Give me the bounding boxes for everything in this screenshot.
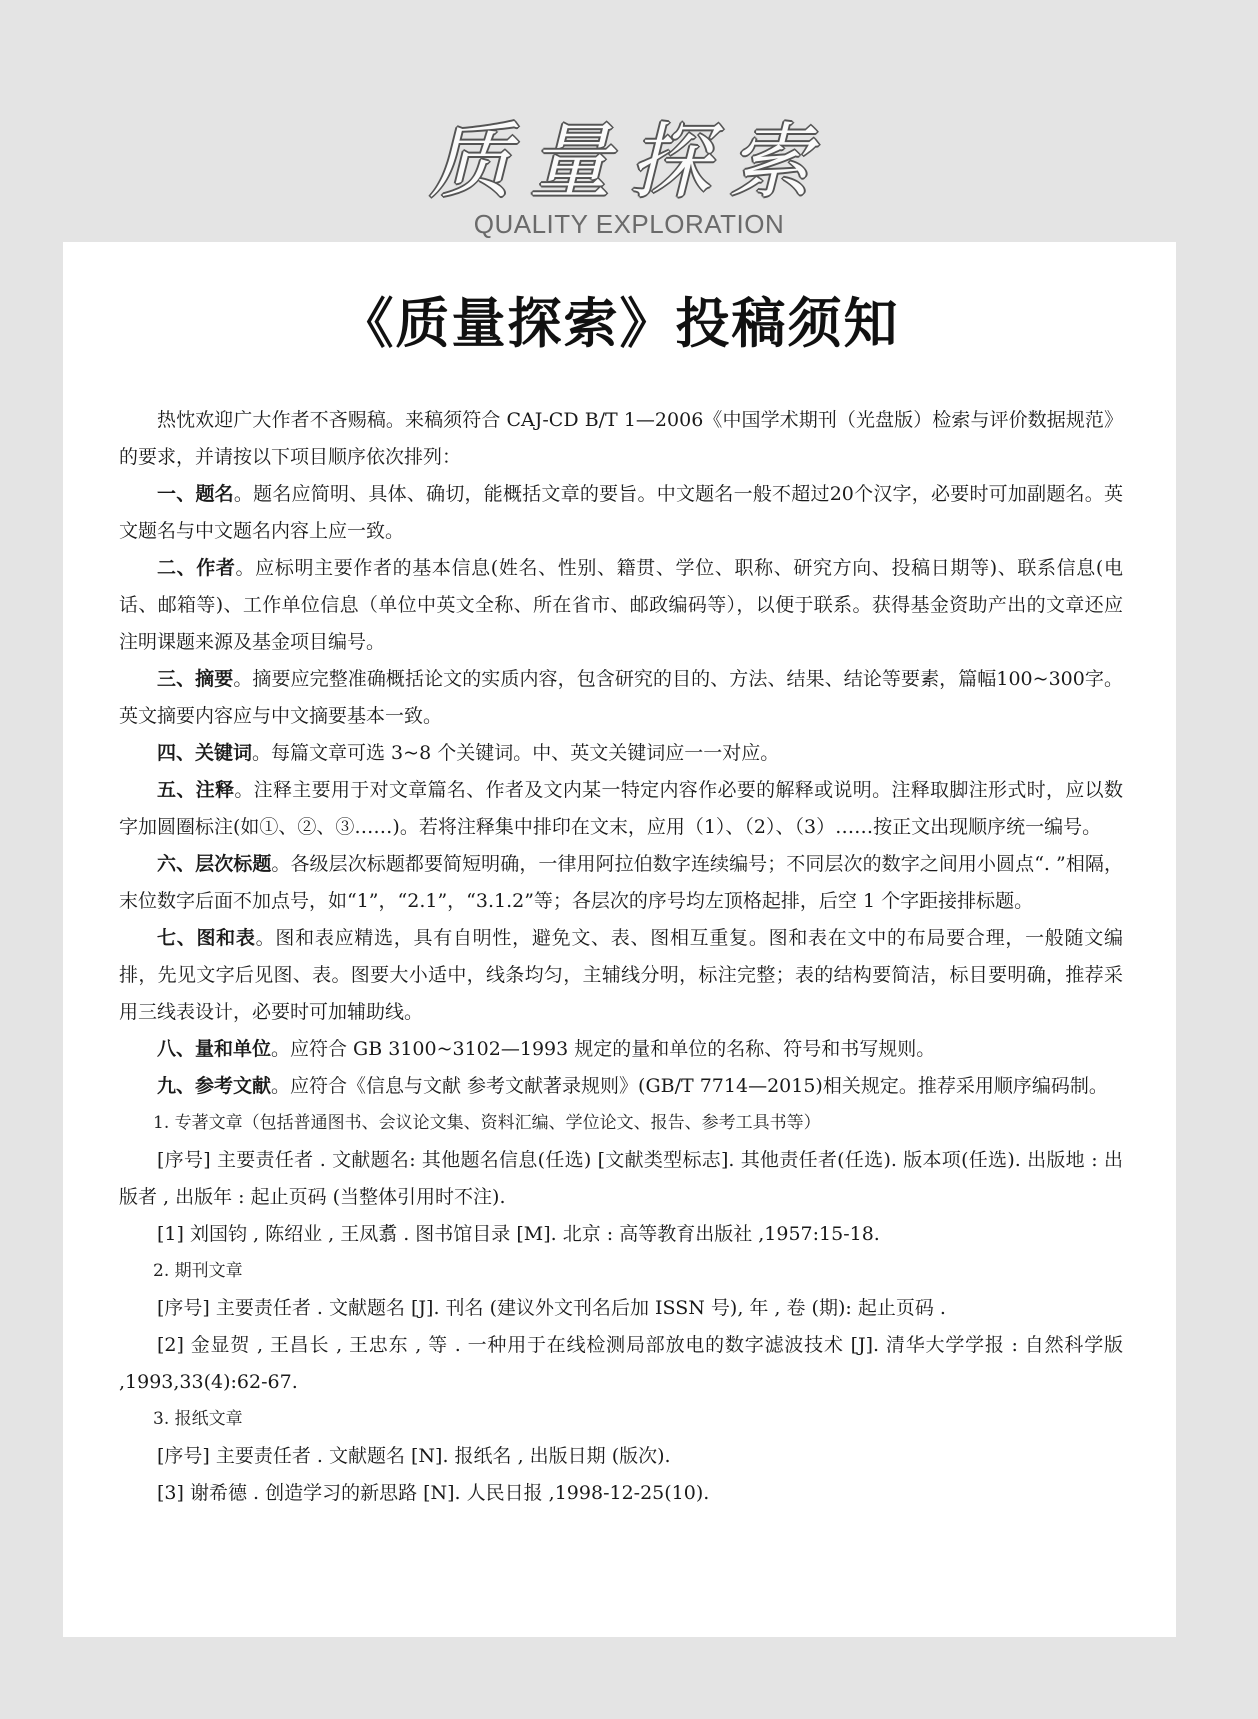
ref-format-journal: [序号] 主要责任者 . 文献题名 [J]. 刊名 (建议外文刊名后加 ISSN 号), 年 , 卷 (期): 起止页码 .	[157, 1297, 946, 1319]
item-text: 。各级层次标题都要简短明确，一律用阿拉伯数字连续编号；不同层次的数字之间用小圆点“. ”相隔，末位数字后面不加点号，如“1”，“2.1”，“3.1.2”等；各层次的序号均左顶格起排，后空 1 个字距接排标题。	[119, 853, 1123, 912]
item-heading: 一、题名	[157, 483, 234, 505]
item-text: 。图和表应精选，具有自明性，避免文、表、图相互重复。图和表在文中的布局要合理，一般随文编排，先见文字后见图、表。图要大小适中，线条均匀，主辅线分明，标注完整；表的结构要简洁，标目要明确，推荐采用三线表设计，必要时可加辅助线。	[119, 927, 1123, 1023]
item-heading: 七、图和表	[157, 927, 256, 949]
item-heading: 四、关键词	[157, 742, 253, 764]
masthead-title-en: QUALITY EXPLORATION	[473, 209, 785, 239]
item-heading: 三、摘要	[157, 668, 234, 690]
item-text: 。摘要应完整准确概括论文的实质内容，包含研究的目的、方法、结果、结论等要素，篇幅100~300字。英文摘要内容应与中文摘要基本一致。	[119, 668, 1123, 727]
item-text: 。应标明主要作者的基本信息(姓名、性别、籍贯、学位、职称、研究方向、投稿日期等)、联系信息(电话、邮箱等)、工作单位信息（单位中英文全称、所在省市、邮政编码等），以便于联系。获得基金资助产出的文章还应注明课题来源及基金项目编号。	[119, 557, 1123, 653]
item-heading: 九、参考文献	[157, 1075, 272, 1097]
item-text: 。注释主要用于对文章篇名、作者及文内某一特定内容作必要的解释或说明。注释取脚注形式时，应以数字加圆圈标注(如①、②、③……)。若将注释集中排印在文末，应用（1）、（2）、（3）……按正文出现顺序统一编号。	[119, 779, 1123, 838]
ref-subheading-newspaper: 3. 报纸文章	[153, 1409, 243, 1429]
page-title: 《质量探索》投稿须知	[339, 291, 900, 355]
ref-example-journal: [2] 金显贺 , 王昌长 , 王忠东 , 等 . 一种用于在线检测局部放电的数字滤波技术 [J]. 清华大学学报 : 自然科学版 ,1993,33(4):62-67.	[119, 1334, 1123, 1393]
item-author	[119, 550, 1123, 661]
masthead-title-cn: 质量探索	[429, 115, 829, 210]
masthead	[0, 115, 1258, 239]
item-text: 。每篇文章可选 3~8 个关键词。中、英文关键词应一一对应。	[252, 742, 780, 764]
item-text: 。应符合《信息与文献 参考文献著录规则》(GB/T 7714—2015)相关规定。推荐采用顺序编码制。	[271, 1075, 1108, 1097]
item-heading: 五、注释	[157, 779, 235, 801]
ref-subheading-journal: 2. 期刊文章	[153, 1261, 243, 1281]
ref-example-monograph: [1] 刘国钧 , 陈绍业 , 王凤翥 . 图书馆目录 [M]. 北京 : 高等教育出版社 ,1957:15-18.	[157, 1223, 880, 1245]
item-text: 。题名应简明、具体、确切，能概括文章的要旨。中文题名一般不超过20个汉字，必要时可加副题名。英文题名与中文题名内容上应一致。	[119, 483, 1123, 542]
item-heading: 二、作者	[157, 557, 236, 579]
item-heading: 六、层次标题	[157, 853, 272, 875]
item-figures-tables	[119, 920, 1123, 1031]
ref-subheading-monograph: 1. 专著文章（包括普通图书、会议论文集、资料汇编、学位论文、报告、参考工具书等）	[153, 1113, 821, 1133]
item-heading: 八、量和单位	[157, 1038, 272, 1060]
item-text: 。应符合 GB 3100~3102—1993 规定的量和单位的名称、符号和书写规则。	[271, 1038, 936, 1060]
item-abstract	[119, 661, 1123, 735]
intro-paragraph: 热忱欢迎广大作者不吝赐稿。来稿须符合 CAJ-CD B/T 1—2006《中国学术期刊（光盘版）检索与评价数据规范》的要求，并请按以下项目顺序依次排列：	[119, 409, 1123, 468]
item-units	[119, 1031, 1123, 1068]
content-panel	[63, 242, 1176, 1637]
item-references	[119, 1068, 1123, 1105]
item-section-headings	[119, 846, 1123, 920]
item-title	[119, 476, 1123, 550]
notice-body	[119, 402, 1123, 1512]
ref-format-newspaper: [序号] 主要责任者 . 文献题名 [N]. 报纸名 , 出版日期 (版次).	[157, 1445, 671, 1467]
ref-example-newspaper: [3] 谢希德 . 创造学习的新思路 [N]. 人民日报 ,1998-12-25(10).	[157, 1482, 710, 1504]
item-keywords	[119, 735, 1123, 772]
ref-format-monograph: [序号] 主要责任者 . 文献题名: 其他题名信息(任选) [文献类型标志]. 其他责任者(任选). 版本项(任选). 出版地 : 出版者 , 出版年 : 起止页码 (当整体引用时不注).	[119, 1149, 1123, 1208]
item-notes	[119, 772, 1123, 846]
